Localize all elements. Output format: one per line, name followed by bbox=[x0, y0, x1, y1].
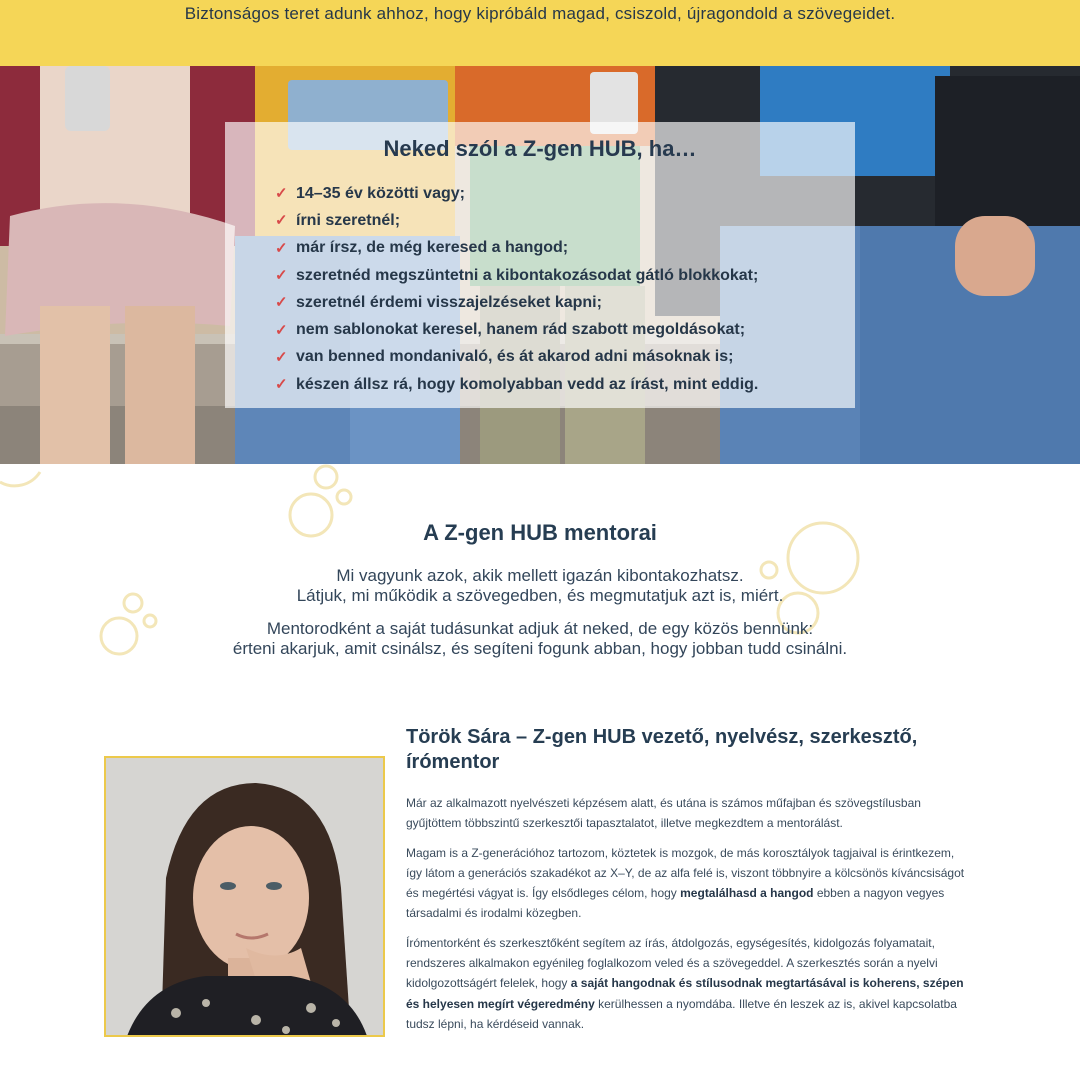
mentor-name: Török Sára – Z-gen HUB vezető, nyelvész, szerkesztő, írómentor bbox=[406, 726, 918, 773]
check-icon: ✓ bbox=[275, 321, 288, 339]
bio-paragraph: Már az alkalmazott nyelvészeti képzésem alatt, és utána is számos műfajban és szövegstílusban gyűjtöttem többszintű szerkesztői tapasztalatot, illetve megkezdtem a mentorálást. bbox=[406, 796, 921, 831]
mentors-title: A Z-gen HUB mentorai bbox=[423, 520, 657, 545]
check-icon: ✓ bbox=[275, 212, 288, 230]
list-item: ✓ 14–35 év közötti vagy; bbox=[275, 184, 465, 203]
check-icon: ✓ bbox=[275, 267, 288, 285]
intro-line: Mentorodként a saját tudásunkat adjuk át neked, de egy közös bennünk: bbox=[266, 619, 814, 638]
list-item: ✓ készen állsz rá, hogy komolyabban vedd az írást, mint eddig. bbox=[275, 375, 759, 394]
check-icon: ✓ bbox=[275, 185, 288, 203]
list-item: ✓ van benned mondanivaló, és át akarod adni másoknak is; bbox=[275, 348, 734, 366]
mentor-photo bbox=[104, 756, 385, 1037]
check-icon: ✓ bbox=[275, 239, 288, 257]
list-item: ✓ nem sablonokat keresel, hanem rád szabott megoldásokat; bbox=[275, 321, 746, 339]
intro-line: érteni akarjuk, amit csinálsz, és segíteni fogunk abban, hogy jobban tudd csinálni. bbox=[232, 639, 848, 658]
banner-text: Biztonságos teret adunk ahhoz, hogy kipróbáld magad, csiszold, újragondold a szövegeidet. bbox=[184, 4, 896, 23]
mentor-portrait bbox=[106, 758, 385, 1037]
list-item: ✓ szeretnéd megszüntetni a kibontakozásodat gátló blokkokat; bbox=[275, 266, 759, 285]
bio-highlight: a saját hangodnak és stílusodnak megtartásával is koherens, szépen és helyesen megírt végeredmény bbox=[406, 976, 964, 1011]
hero-card-title: Neked szól a Z-gen HUB, ha… bbox=[383, 136, 697, 161]
check-icon: ✓ bbox=[275, 348, 288, 366]
check-icon: ✓ bbox=[275, 294, 288, 312]
hero-card bbox=[225, 122, 855, 408]
list-item: ✓ már írsz, de még keresed a hangod; bbox=[275, 239, 569, 257]
list-item: ✓ szeretnél érdemi visszajelzéseket kapni; bbox=[275, 293, 602, 312]
list-item: ✓ írni szeretnél; bbox=[275, 211, 401, 230]
bio-paragraph: Írómentorként és szerkesztőként segítem az írás, átdolgozás, egységesítés, kidolgozás folyamatait, rendszeres alkalmakon egyénileg foglalkozom veled és a szövegeddel. A szerkesztés során a nyelvi kidolgozottságért felelek, hogy a saját hangodnak és stílusodnak megtartásával is koherens, szépen és helyesen megírt végeredmény kerülhessen a nyomdába. Illetve én leszek az is, akivel kapcsolatba tudsz lépni, ha kérdéseid vannak. bbox=[406, 935, 964, 1031]
bio-paragraph: Magam is a Z-generációhoz tartozom, köztetek is mozgok, de más korosztályok tagjaival is érintkezem, így látom a generációs szakadékot az X–Y, de az alfa felé is, viszont többnyire a kölcsönös kíváncsiságot és megértési vágyat is. Így elsődleges célom, hogy megtalálhasd a hangod ebben a nagyon vegyes társadalmi és irodalmi közegben. bbox=[406, 845, 965, 921]
hero-list bbox=[277, 180, 758, 398]
top-banner bbox=[0, 0, 1080, 66]
mentor-bio bbox=[406, 793, 972, 1043]
intro-line: Látjuk, mi működik a szövegedben, és megmutatjuk azt is, miért. bbox=[296, 586, 784, 605]
bio-highlight: megtalálhasd a hangod bbox=[680, 886, 814, 901]
intro-line: Mi vagyunk azok, akik mellett igazán kibontakozhatsz. bbox=[336, 566, 744, 585]
check-icon: ✓ bbox=[275, 376, 288, 394]
hero-section bbox=[0, 66, 1080, 464]
mentors-intro bbox=[0, 566, 1080, 659]
